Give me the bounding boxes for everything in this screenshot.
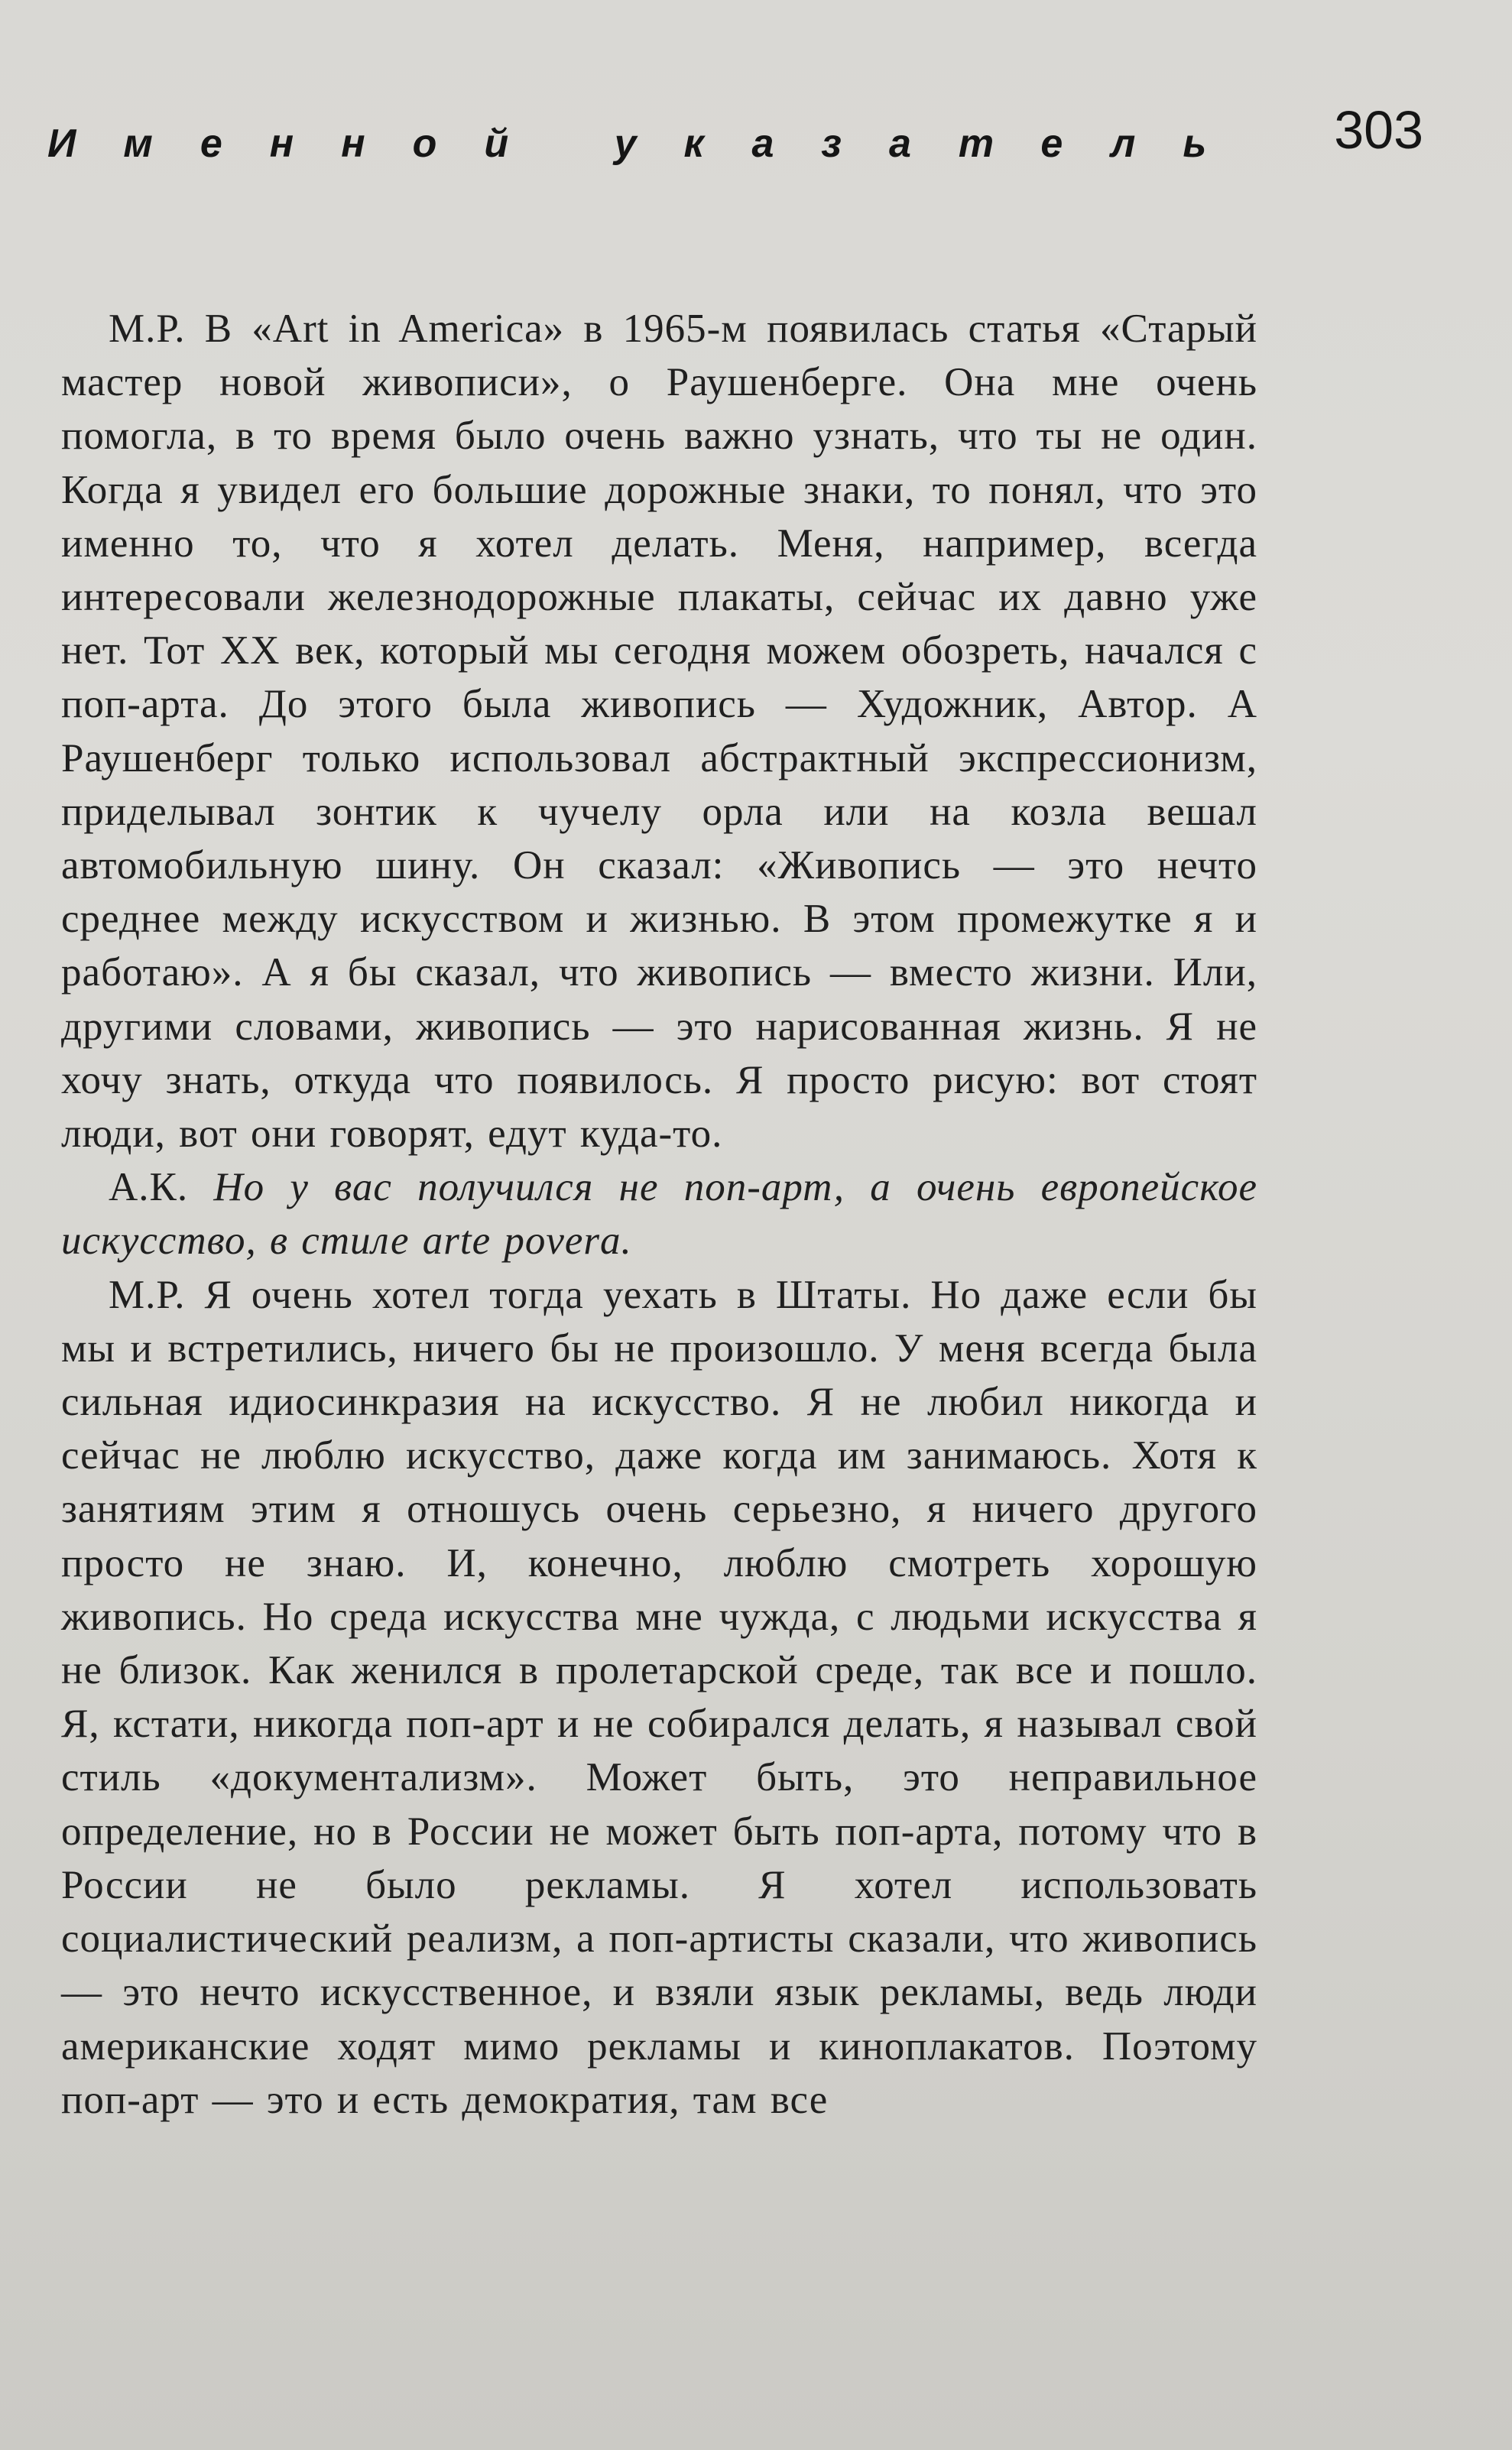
body-text: [61, 302, 1257, 2127]
paragraph-text: В «Art in America» в 1965-м появилась статья «Старый мастер новой живописи», о Раушенберге. Она мне очень помогла, в то время было очень важно узнать, что ты не один. Когда я увидел его большие дорожные знаки, то понял, что это именно то, что я хотел делать. Меня, например, всегда интересовали железнодорожные плакаты, сейчас их давно уже нет. Тот XX век, который мы сегодня можем обозреть, начался с поп-арта. До этого была живопись — Художник, Автор. А Раушенберг только использовал абстрактный экспрессионизм, приделывал зонтик к чучелу орла или на козла вешал автомобильную шину. Он сказал: «Живопись — это нечто среднее между искусством и жизнью. В этом промежутке я и работаю». А я бы сказал, что живопись — вместо жизни. Или, другими словами, живопись — это нарисованная жизнь. Я не хочу знать, откуда что появилось. Я просто рисую: вот стоят люди, вот они говорят, едут куда-то.: [61, 307, 1257, 1157]
paragraph: [61, 302, 1257, 1160]
paragraph-text: Я очень хотел тогда уехать в Штаты. Но даже если бы мы и встретились, ничего бы не произошло. У меня всегда была сильная идиосинкразия на искусство. Я не любил никогда и сейчас не люблю искусство, даже когда им занимаюсь. Хотя к занятиям этим я отношусь очень серьезно, я ничего другого просто не знаю. И, конечно, люблю смотреть хорошую живопись. Но среда искусства мне чужда, с людьми искусства я не близок. Как женился в пролетарской среде, так все и пошло. Я, кстати, никогда поп-арт и не собирался делать, я называл свой стиль «документализм». Может быть, это неправильное определение, но в России не может быть поп-арта, потому что в России не было рекламы. Я хотел использовать социалистический реализм, а поп-артисты сказали, что живопись — это нечто искусственное, и взяли язык рекламы, ведь люди американские ходят мимо рекламы и киноплакатов. Поэтому поп-арт — это и есть демократия, там все: [61, 1272, 1257, 2122]
speaker-label: А.К.: [109, 1165, 189, 1210]
speaker-label: М.Р.: [109, 307, 186, 351]
speaker-label: М.Р.: [109, 1272, 186, 1317]
page-number: 303: [1334, 100, 1423, 160]
question-text: Но у вас получился не поп-арт, а очень европейское искусство, в стиле arte povera.: [61, 1165, 1257, 1264]
page-header: [47, 99, 1423, 191]
paragraph: [61, 1268, 1257, 2127]
running-head: Именной указатель: [47, 122, 1254, 166]
paragraph: [61, 1160, 1257, 1267]
